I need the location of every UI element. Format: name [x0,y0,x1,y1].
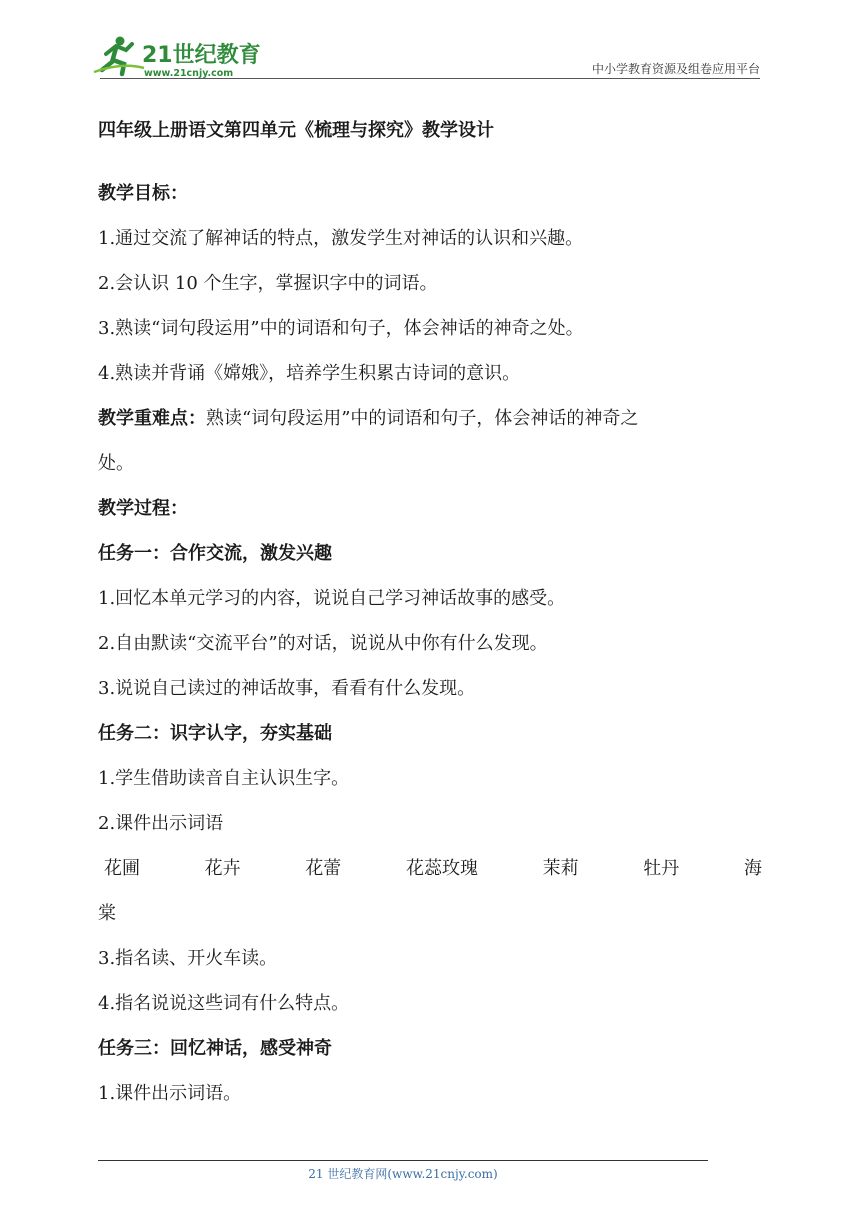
goals-heading: 教学目标： [98,183,188,204]
word-list-continued: 棠 [98,903,116,924]
key-points-continued: 处。 [98,453,134,474]
task2-item: 3.指名读、开火车读。 [98,948,278,969]
key-points [98,396,762,441]
document-body [98,108,762,1116]
footer-divider [98,1160,708,1161]
task2-item: 1.学生借助读音自主认识生字。 [98,768,350,789]
page-header [92,32,760,80]
platform-label: 中小学教育资源及组卷应用平台 [591,62,760,76]
document-title: 四年级上册语文第四单元《梳理与探究》教学设计 [98,120,494,141]
task1-item: 2.自由默读“交流平台”的对话，说说从中你有什么发现。 [98,633,548,654]
footer-link[interactable]: 21 世纪教育网(www.21cnjy.com) [308,1167,498,1181]
goal-item: 2.会认识 10 个生字，掌握识字中的词语。 [98,273,438,294]
running-figure-logo-icon [94,37,144,75]
word-item: 牡丹 [643,858,680,879]
word-item: 花卉 [204,858,241,879]
word-item: 花圃 [104,858,140,879]
goal-item: 4.熟读并背诵《嫦娥》，培养学生积累古诗词的意识。 [98,363,521,384]
task2-item: 4.指名说说这些词有什么特点。 [98,993,350,1014]
logo-url-text: www.21cnjy.com [144,68,234,79]
task1-heading: 任务一：合作交流，激发兴趣 [98,543,332,564]
goal-item: 1.通过交流了解神话的特点，激发学生对神话的认识和兴趣。 [98,228,584,249]
task2-item: 2.课件出示词语 [98,813,224,834]
key-points-label: 教学重难点： [98,408,206,429]
task3-item: 1.课件出示词语。 [98,1083,242,1104]
logo-main-text: 21世纪教育 [142,43,261,68]
task1-item: 1.回忆本单元学习的内容，说说自己学习神话故事的感受。 [98,588,566,609]
word-list [98,846,762,891]
word-item: 海 [743,858,762,879]
task2-heading: 任务二：识字认字，夯实基础 [98,723,332,744]
task1-item: 3.说说自己读过的神话故事，看看有什么发现。 [98,678,476,699]
process-heading: 教学过程： [98,498,188,519]
word-item: 茉莉 [542,858,579,879]
word-item: 花蕊玫瑰 [405,858,478,879]
site-logo [92,32,262,80]
key-points-text: 熟读“词句段运用”中的词语和句子，体会神话的神奇之 [206,408,639,429]
task3-heading: 任务三：回忆神话，感受神奇 [98,1038,332,1059]
header-divider [100,78,760,79]
goal-item: 3.熟读“词句段运用”中的词语和句子，体会神话的神奇之处。 [98,318,584,339]
word-item: 花蕾 [305,858,342,879]
